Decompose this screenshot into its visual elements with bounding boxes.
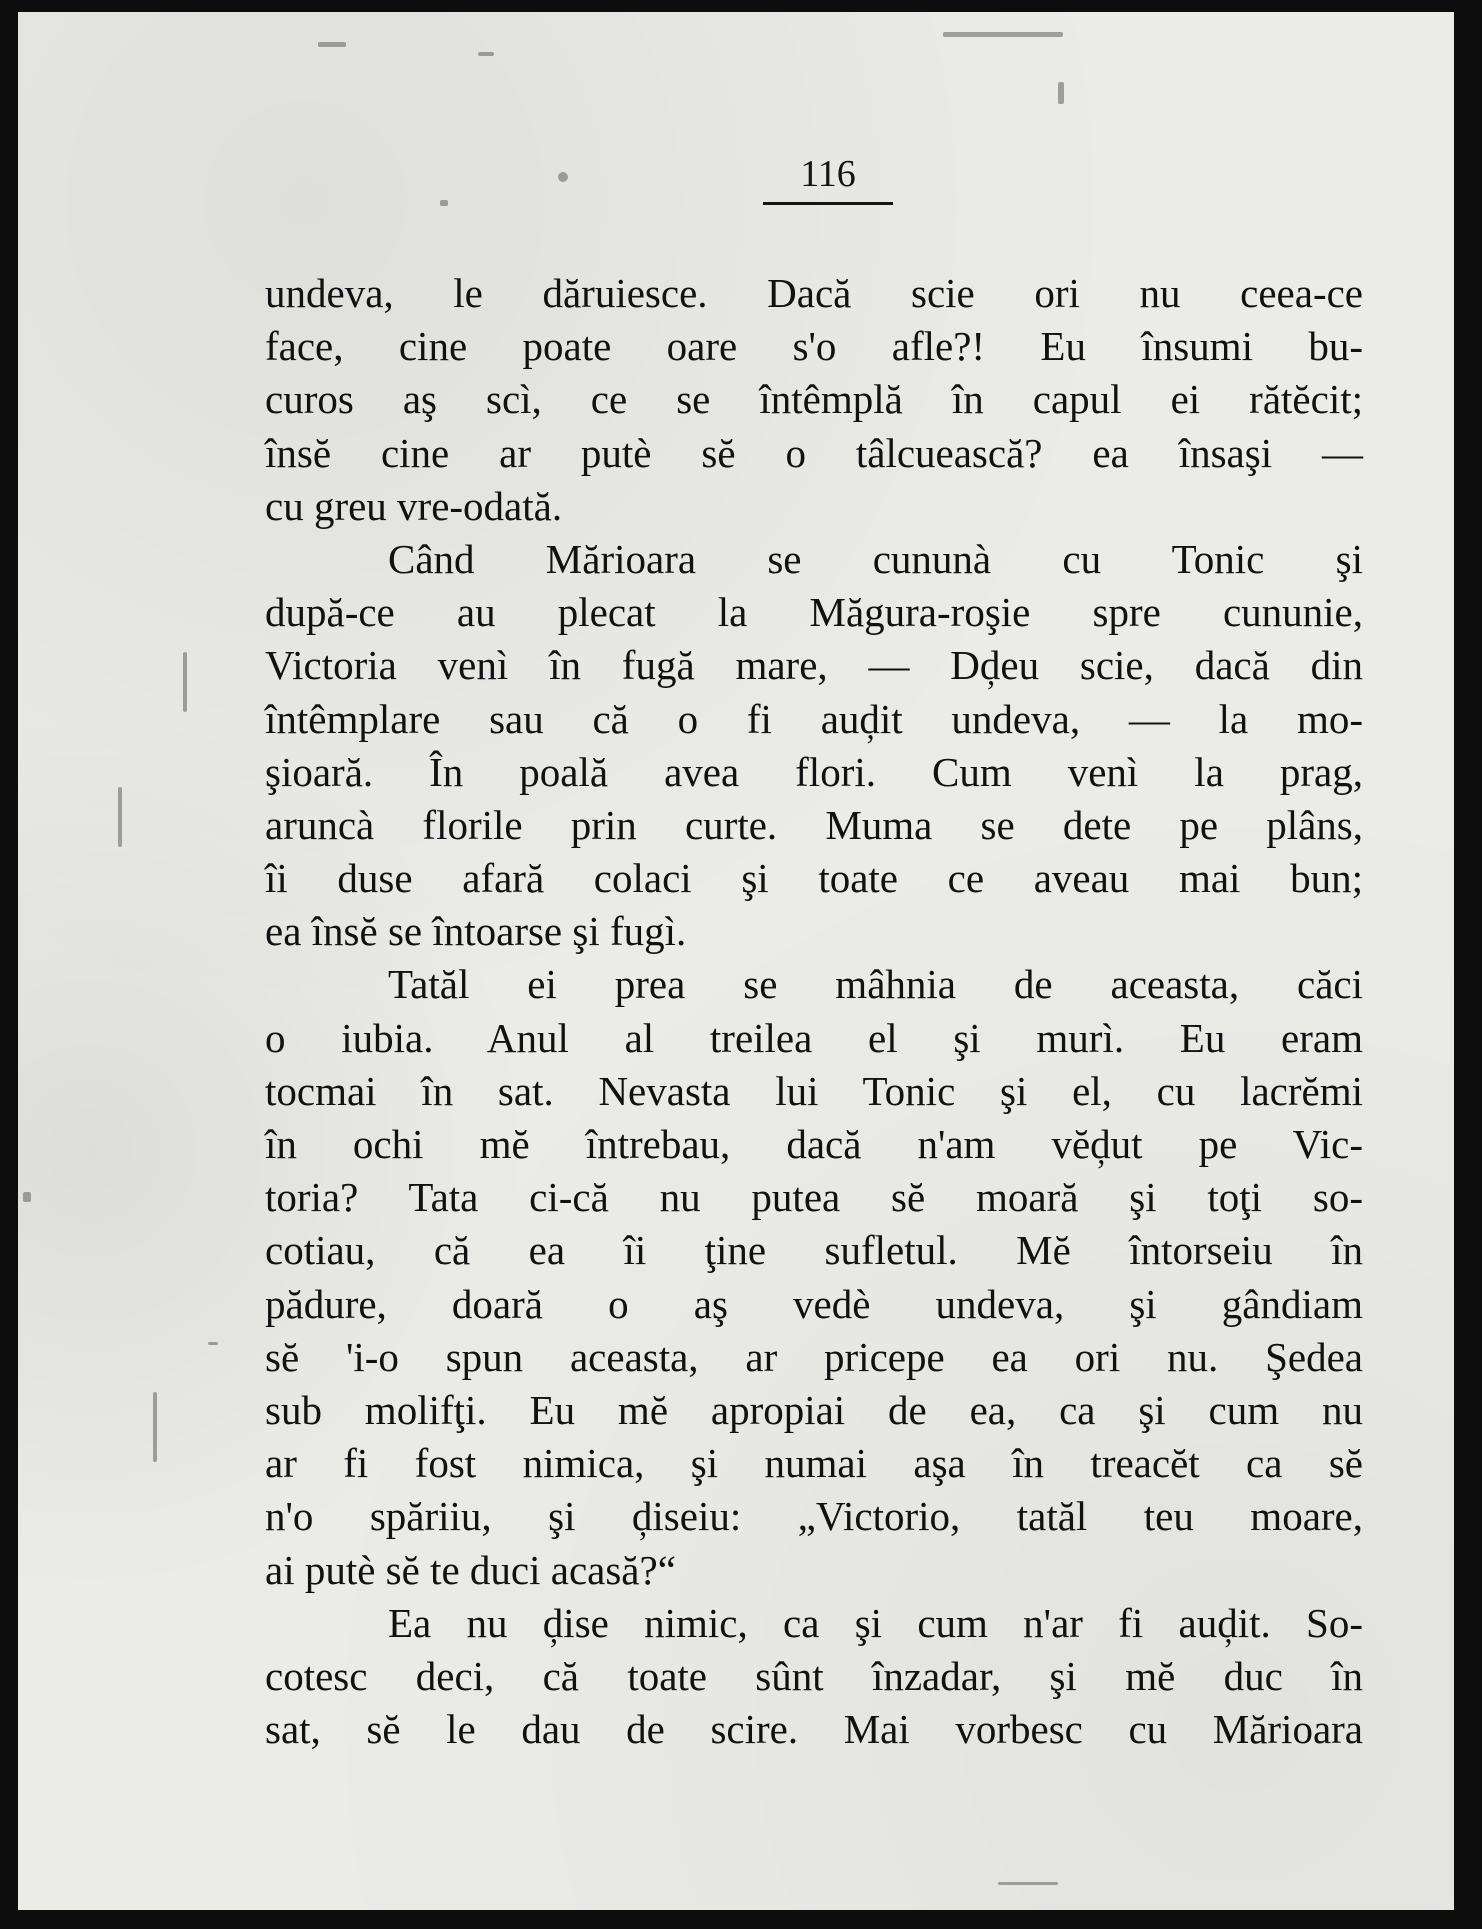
scanned-page	[18, 12, 1454, 1910]
text-line: Ea nu ḑise nimic, ca şi cum n'ar fi auḑit. So-	[388, 1599, 1363, 1646]
text-line: Victoria venì în fugă mare, — Dḑeu scie, dacă din	[265, 642, 1363, 689]
text-line: ar fi fost nimica, şi numai aşa în treacĕt ca sĕ	[265, 1440, 1363, 1487]
page-number: 116	[763, 152, 893, 205]
text-line: undeva, le dăruiesce. Dacă scie ori nu ceea-ce	[265, 270, 1363, 316]
text-line: tocmai în sat. Nevasta lui Tonic şi el, cu lacrĕmi	[265, 1067, 1363, 1114]
text-line: face, cine poate oare s'o afle?! Eu însumi bu-	[265, 323, 1363, 370]
text-line: sat, sĕ le dau de scire. Mai vorbesc cu Mărioara	[265, 1706, 1363, 1753]
scan-speck	[318, 42, 346, 47]
scan-speck	[183, 652, 187, 712]
text-line: n'o spăriiu, şi ḑiseiu: „Victorio, tatăl teu moare,	[265, 1493, 1363, 1540]
scan-speck	[1058, 82, 1064, 104]
text-line: sĕ 'i-o spun aceasta, ar pricepe ea ori nu. Şedea	[265, 1333, 1363, 1380]
text-line: în ochi mĕ întrebau, dacă n'am vĕḑut pe Vic-	[265, 1121, 1363, 1167]
scan-speck	[998, 1882, 1058, 1885]
text-line: după-ce au plecat la Măgura-roşie spre cununie,	[265, 589, 1363, 636]
body-text	[265, 267, 1363, 1756]
text-line: ea însĕ se întoarse şi fugì.	[265, 908, 687, 955]
text-line: cotesc deci, că toate sûnt înzadar, şi mĕ duc în	[265, 1652, 1363, 1699]
text-line: aruncà florile prin curte. Muma se dete pe plâns,	[265, 801, 1363, 848]
text-line: cotiau, că ea îi ţine sufletul. Mĕ întorseiu în	[265, 1227, 1363, 1274]
text-line: Tatăl ei prea se mâhnia de aceasta, căci	[388, 961, 1363, 1008]
scan-speck	[478, 52, 494, 56]
text-line: întêmplare sau că o fi auḑit undeva, — la mo-	[265, 695, 1363, 742]
text-line: îi duse afară colaci şi toate ce aveau mai bun;	[265, 855, 1363, 902]
text-line: pădure, doară o aş vedè undeva, şi gândiam	[265, 1280, 1363, 1327]
text-line: şioară. În poală avea flori. Cum venì la prag,	[265, 748, 1363, 795]
text-line: însĕ cine ar putè sĕ o tâlcuească? ea însaşi —	[265, 429, 1363, 476]
scan-speck	[558, 172, 568, 182]
scan-speck	[118, 787, 122, 847]
text-line: cu greu vre-odată.	[265, 482, 563, 529]
scan-speck	[943, 32, 1063, 37]
text-line: ai putè sĕ te duci acasă?“	[265, 1546, 676, 1593]
scan-speck	[153, 1392, 157, 1462]
text-line: curos aş scì, ce se întêmplă în capul ei rătĕcit;	[265, 376, 1363, 423]
text-line: Când Mărioara se cununà cu Tonic şi	[388, 535, 1363, 582]
text-line: o iubia. Anul al treilea el şi murì. Eu eram	[265, 1014, 1363, 1061]
scan-speck	[208, 1342, 218, 1345]
text-line: sub molifţi. Eu mĕ apropiai de ea, ca şi cum nu	[265, 1386, 1363, 1433]
scan-speck	[440, 200, 448, 206]
text-line: toria? Tata ci-că nu putea sĕ moară şi toţi so-	[265, 1174, 1363, 1221]
scan-speck	[23, 1192, 31, 1202]
